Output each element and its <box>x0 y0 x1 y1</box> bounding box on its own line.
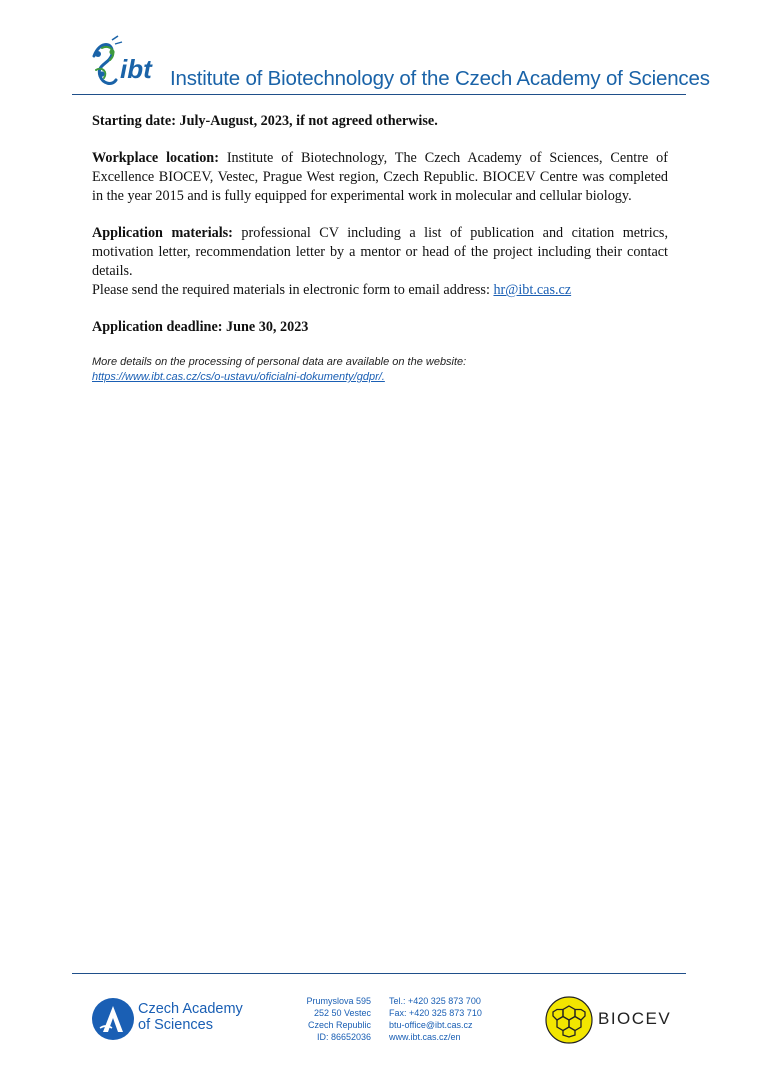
contact-email-link[interactable]: btu-office@ibt.cas.cz <box>389 1020 473 1030</box>
application-text: professional CV including a list of publication and citation metrics, motivation letter, recommendation letter by a mentor or head of the project including their contact details. <box>92 225 668 279</box>
address-line: ID: 86652036 <box>316 1032 371 1042</box>
institute-title: Institute of Biotechnology of the Czech Academy of Sciences <box>170 67 710 90</box>
workplace-label: Workplace location: <box>92 150 219 166</box>
application-deadline: Application deadline: June 30, 2023 <box>92 319 309 335</box>
biocev-logo <box>545 996 675 1046</box>
cas-name <box>138 1001 243 1033</box>
hr-email-link[interactable]: hr@ibt.cas.cz <box>493 282 572 298</box>
gdpr-note <box>92 355 668 385</box>
cas-emblem-icon <box>92 998 134 1040</box>
ibt-logo-icon <box>88 34 166 90</box>
address-line: 252 50 Vestec <box>313 1008 371 1018</box>
workplace-text: Institute of Biotechnology, The Czech Academy of Sciences, Centre of Excellence BIOCEV, Vestec, Prague West region, Czech Republic. BIOCEV Centre was completed in the year 2015 and is fully equipped for experimental work in molecular and cellular biology. <box>92 150 668 204</box>
cas-name-line1: Czech Academy <box>138 1001 243 1017</box>
gdpr-text: More details on the processing of personal data are available on the website: <box>92 356 467 368</box>
application-label: Application materials: <box>92 225 233 241</box>
cas-name-line2: of Sciences <box>138 1017 213 1033</box>
footer-contact <box>389 995 519 1043</box>
footer-divider <box>72 973 686 974</box>
application-paragraph <box>92 224 668 281</box>
page-header <box>88 34 710 94</box>
send-instruction <box>92 281 668 300</box>
workplace-paragraph <box>92 149 668 206</box>
address-line: Prumyslova 595 <box>306 996 371 1006</box>
send-text: Please send the required materials in electronic form to email address: <box>92 282 494 298</box>
contact-website-link[interactable]: www.ibt.cas.cz/en <box>389 1032 461 1042</box>
starting-date: Starting date: July-August, 2023, if not agreed otherwise. <box>92 113 438 129</box>
footer-address <box>300 995 371 1043</box>
header-divider <box>72 94 686 95</box>
cas-logo <box>92 998 262 1044</box>
document-body <box>92 112 668 385</box>
contact-phone: Tel.: +420 325 873 700 <box>389 996 481 1006</box>
contact-fax: Fax: +420 325 873 710 <box>389 1008 482 1018</box>
address-line: Czech Republic <box>307 1020 371 1030</box>
logo-text: ibt <box>120 54 152 84</box>
biocev-name: BIOCEV <box>598 1009 672 1028</box>
biocev-hexagon-icon <box>545 996 593 1044</box>
gdpr-link[interactable]: https://www.ibt.cas.cz/cs/o-ustavu/oficialni-dokumenty/gdpr/. <box>92 371 385 383</box>
